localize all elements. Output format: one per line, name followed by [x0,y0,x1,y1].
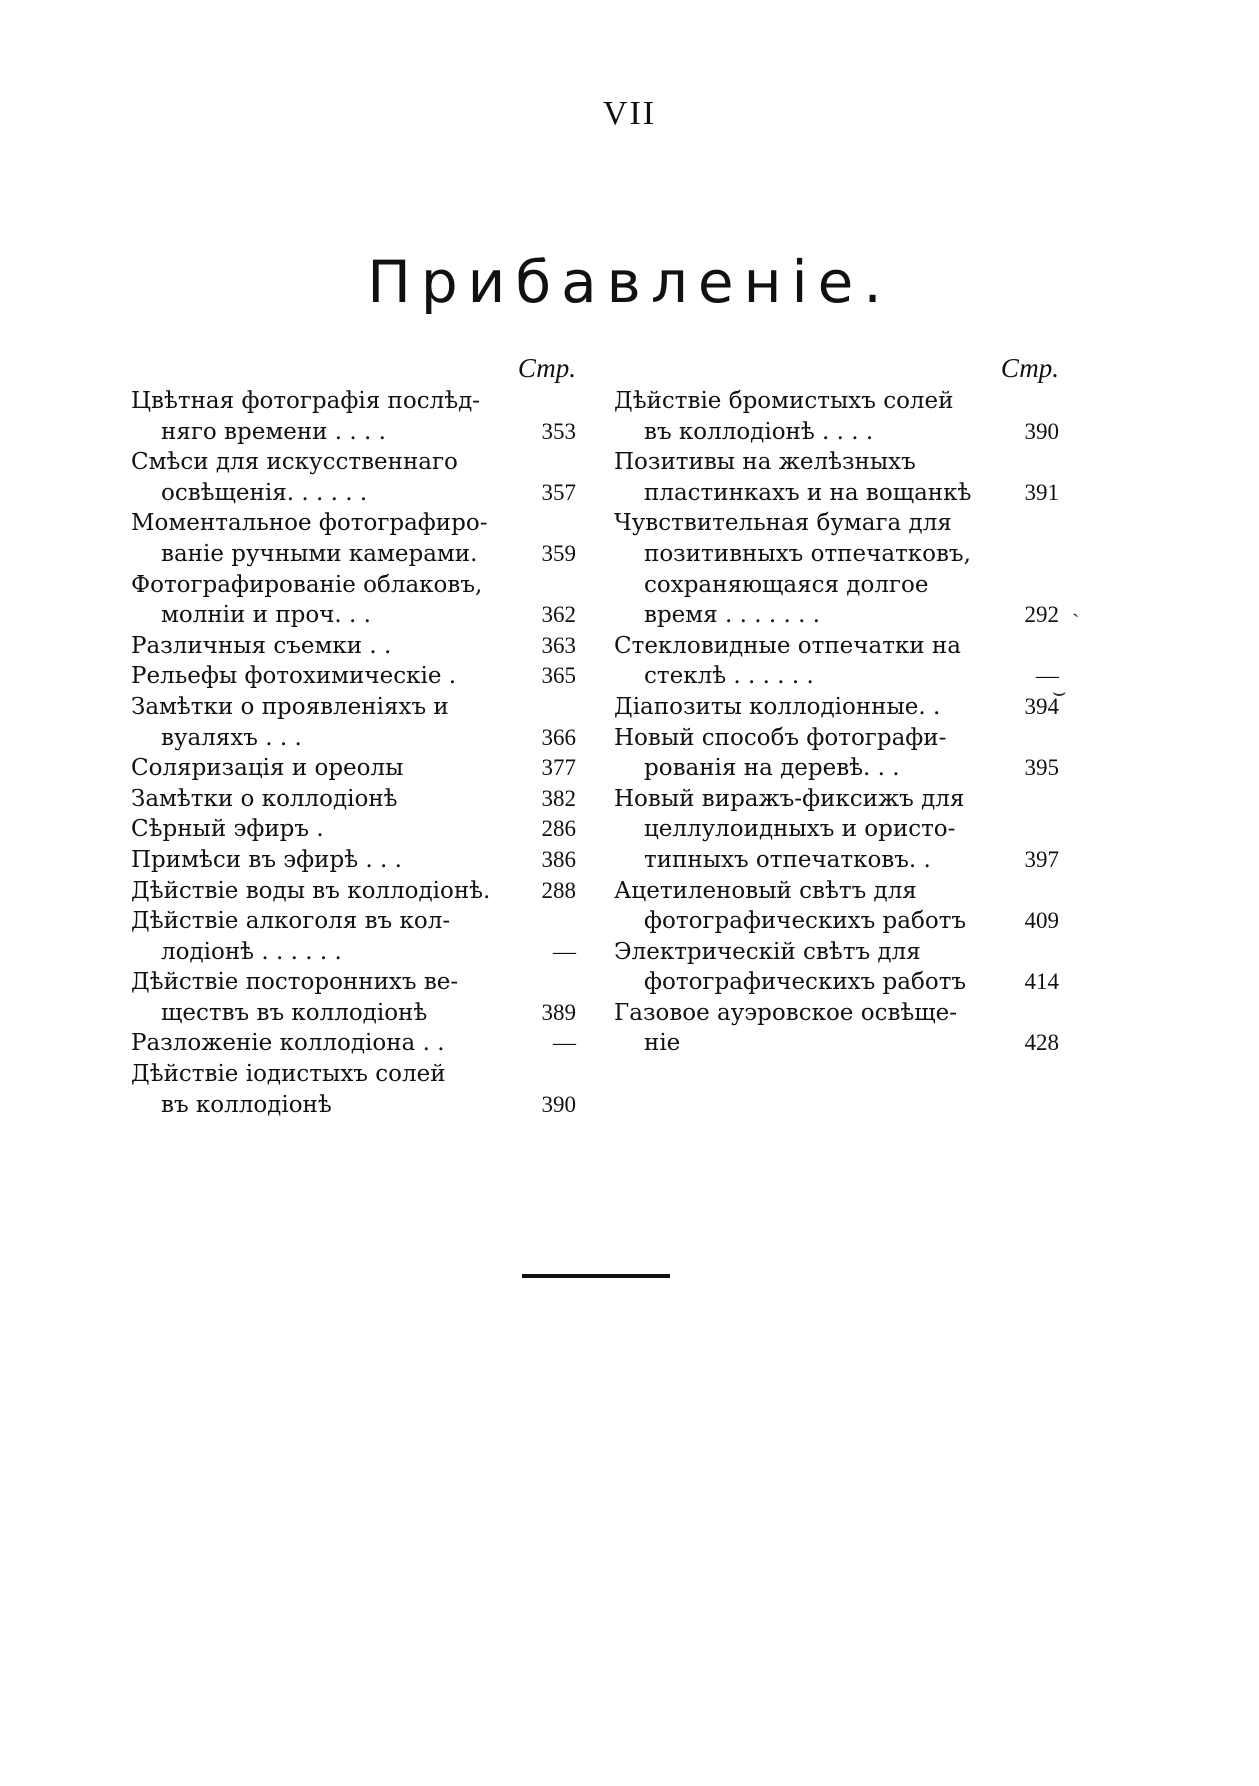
toc-entry [614,508,1059,630]
toc-entry [131,814,576,845]
toc-entry-line: Электрическій свѣтъ для [614,938,921,965]
toc-entry-title [131,1059,516,1120]
toc-entry-page: 390 [541,1091,576,1117]
toc-entry-title [614,876,999,937]
toc-entry-page: 389 [541,999,576,1025]
toc-entry-page: — [553,1030,576,1056]
toc-entry-page: 391 [1024,479,1059,505]
toc-entry-page: 365 [541,663,576,689]
toc-right-column [614,350,1059,1059]
toc-entry-title [131,508,516,569]
toc-entry [131,508,576,569]
toc-entry-page: — [1036,663,1059,689]
toc-entry-line: ществъ въ коллодіонѣ [161,999,428,1026]
toc-entry-page: 414 [1024,969,1059,995]
toc-entry-title [131,661,516,692]
toc-entry-line: фотографическихъ работъ [644,969,967,996]
toc-entry-line: ваніе ручными камерами. [161,540,478,567]
toc-entry-line: лодіонѣ . . . . . . [161,938,342,965]
toc-entry-page: 397 [1024,846,1059,872]
toc-entry-line: Діапозиты коллодіонные. . [614,693,941,720]
toc-entry [131,570,576,631]
toc-entry-line: Фотографированіе облаковъ, [131,571,483,598]
toc-entry-line: няго времени . . . . [161,418,386,445]
toc-entry-page: 377 [541,755,576,781]
toc-entry-page: 353 [541,418,576,444]
toc-entry [131,784,576,815]
toc-entry-page: 292 [1024,602,1059,628]
toc-entry-line: Примѣси въ эфирѣ . . . [131,846,402,873]
toc-entry-title [614,508,999,630]
toc-entry-line: стеклѣ . . . . . . [644,663,814,690]
toc-entry [131,661,576,692]
toc-entry-page: 394 [1024,693,1059,719]
toc-left-entries [131,386,576,1120]
toc-entry-title [614,631,999,692]
toc-entry-page: 428 [1024,1030,1059,1056]
toc-entry [131,906,576,967]
toc-entry-line: Рельефы фотохимическіе . [131,663,457,690]
toc-entry-line: Разложеніе коллодіона . . [131,1030,445,1057]
toc-entry-line: Дѣйствіе воды въ коллодіонѣ. [131,877,491,904]
toc-entry-title [131,386,516,447]
toc-entry-line: въ коллодіонѣ [161,1091,332,1118]
toc-left-column [131,350,576,1120]
toc-entry-line: Стекловидные отпечатки на [614,632,961,659]
toc-entry [131,631,576,662]
toc-right-entries [614,386,1059,1059]
toc-entry-line: позитивныхъ отпечатковъ, [644,540,971,567]
toc-entry [131,447,576,508]
toc-entry-title [131,876,516,907]
toc-entry-line: Дѣйствіе іодистыхъ солей [131,1061,446,1088]
toc-entry-line: Чувствительная бумага для [614,510,952,537]
toc-entry [614,876,1059,937]
toc-entry-line: Газовое ауэровское освѣще- [614,999,958,1026]
page-column-heading: Стр. [517,353,576,383]
toc-entry [614,998,1059,1059]
toc-entry-line: Сѣрный эфиръ . [131,816,324,843]
toc-entry [131,386,576,447]
toc-entry-page: — [553,938,576,964]
page-number: VII [602,95,657,132]
toc-entry-title [614,937,999,998]
toc-entry-title [614,692,999,723]
toc-entry-line: целлулоидныхъ и ористо- [644,816,956,843]
toc-entry-line: вуаляхъ . . . [161,724,302,751]
toc-entry [131,753,576,784]
page-column-heading: Стр. [1000,353,1059,383]
toc-entry-line: Моментальное фотографиро- [131,510,488,537]
toc-entry [614,692,1059,723]
toc-entry-line: ніе [644,1030,681,1057]
toc-entry-title [131,967,516,1028]
toc-entry [614,447,1059,508]
toc-entry-line: время . . . . . . . [644,602,821,629]
toc-entry-line: Замѣтки о проявленіяхъ и [131,693,449,720]
toc-entry [614,723,1059,784]
toc-entry [131,1059,576,1120]
toc-entry-line: въ коллодіонѣ . . . . [644,418,874,445]
toc-entry-page: 409 [1024,908,1059,934]
toc-entry-page: 390 [1024,418,1059,444]
closing-rule [522,1274,670,1278]
toc-entry-title [614,386,999,447]
toc-entry-line: рованія на деревѣ. . . [644,755,900,782]
stray-mark: ⌣ [1052,680,1067,705]
toc-entry-title [131,814,516,845]
toc-entry-title [131,845,516,876]
toc-entry [131,845,576,876]
toc-entry-title [131,784,516,815]
toc-entry-page: 382 [541,785,576,811]
toc-entry-page: 386 [541,846,576,872]
toc-entry-title [131,570,516,631]
toc-entry-title [614,784,999,876]
toc-entry [131,1028,576,1059]
toc-entry-title [131,447,516,508]
toc-entry-page: 362 [541,602,576,628]
toc-entry-line: фотографическихъ работъ [644,908,967,935]
toc-entry-page: 395 [1024,755,1059,781]
toc-entry-line: Позитивы на желѣзныхъ [614,449,916,476]
section-title: Прибавленіе. [367,248,892,316]
toc-entry-line: молніи и проч. . . [161,602,371,629]
toc-entry-line: Смѣси для искусственнаго [131,449,458,476]
toc-entry-title [131,906,516,967]
toc-entry-page: 357 [541,479,576,505]
toc-entry-title [131,1028,516,1059]
toc-entry [131,692,576,753]
toc-entry-page: 363 [541,632,576,658]
toc-entry-line: Дѣйствіе постороннихъ ве- [131,969,459,996]
toc-entry-title [131,692,516,753]
toc-entry-line: сохраняющаяся долгое [644,571,929,598]
toc-entry [614,937,1059,998]
toc-entry-line: Новый способъ фотографи- [614,724,947,751]
toc-entry-title [614,723,999,784]
toc-entry-title [131,631,516,662]
toc-entry-line: Различныя съемки . . [131,632,392,659]
toc-entry [131,876,576,907]
toc-entry-page: 288 [541,877,576,903]
toc-entry-page: 366 [541,724,576,750]
toc-entry-line: типныхъ отпечатковъ. . [644,846,931,873]
toc-entry [614,631,1059,692]
toc-entry-title [614,447,999,508]
toc-entry-line: освѣщенія. . . . . . [161,479,368,506]
toc-entry-line: пластинкахъ и на вощанкѣ [644,479,972,506]
toc-entry-title [614,998,999,1059]
toc-entry-line: Соляризація и ореолы [131,755,404,782]
stray-mark: ˎ [1072,593,1080,618]
toc-entry-line: Ацетиленовый свѣтъ для [614,877,917,904]
toc-entry-line: Дѣйствіе алкоголя въ кол- [131,908,451,935]
toc-entry-page: 359 [541,540,576,566]
toc-entry-page: 286 [541,816,576,842]
toc-entry [614,784,1059,876]
toc-entry-line: Цвѣтная фотографія послѣд- [131,388,481,414]
toc-entry-line: Дѣйствіе бромистыхъ солей [614,388,954,414]
toc-entry [614,386,1059,447]
toc-entry-title [131,753,516,784]
toc-entry-line: Новый виражъ-фиксижъ для [614,785,965,812]
toc-entry [131,967,576,1028]
toc-entry-line: Замѣтки о коллодіонѣ [131,785,398,812]
